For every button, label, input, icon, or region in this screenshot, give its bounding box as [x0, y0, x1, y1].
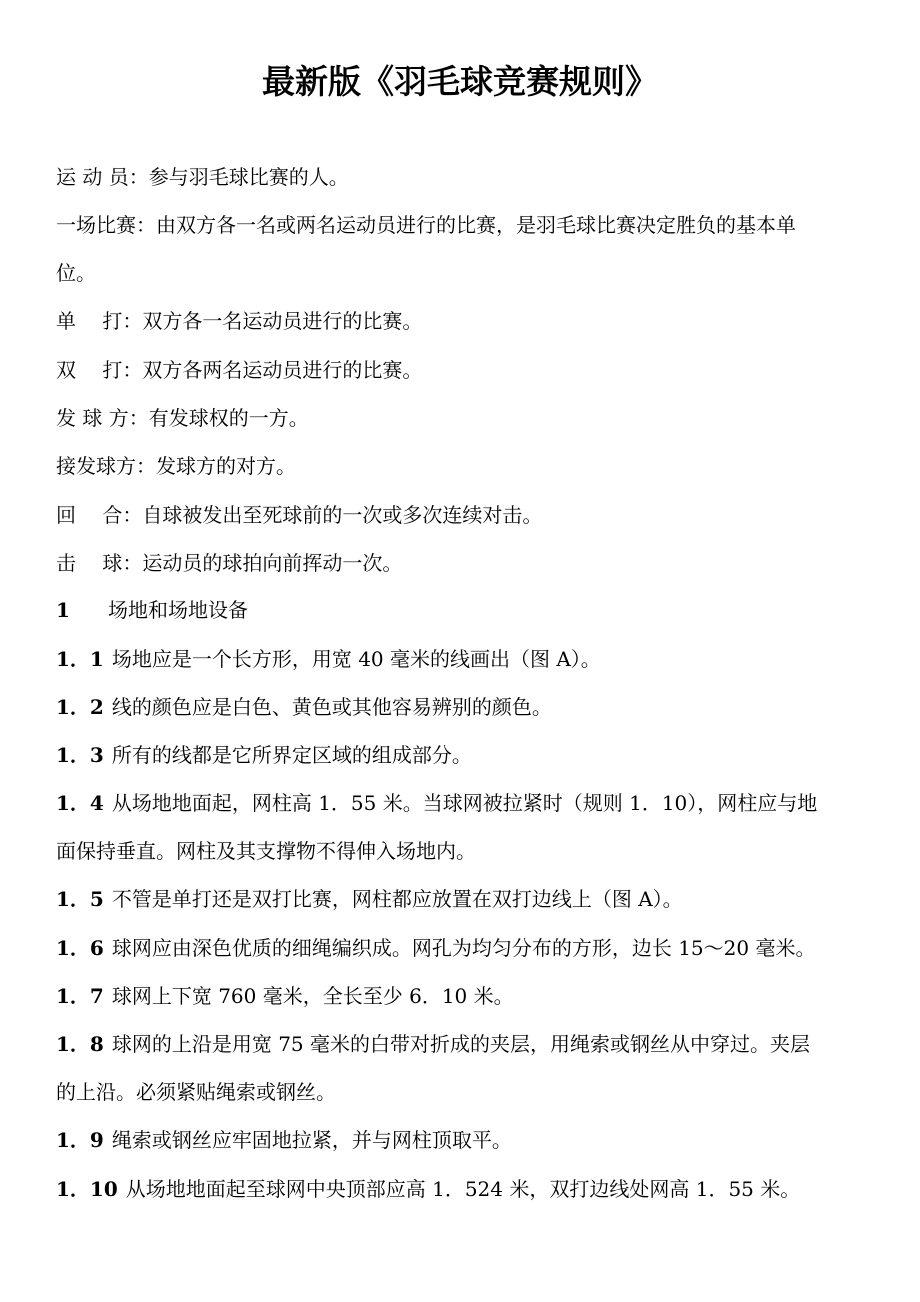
document-title: 最新版《羽毛球竞赛规则》 [262, 62, 658, 101]
rule-1-2 [56, 692, 552, 722]
rule-1-5 [56, 884, 683, 914]
section-title: 场地和场地设备 [108, 598, 248, 622]
definition-term: 发 球 方： [56, 406, 149, 430]
definition-term: 击 球： [56, 551, 143, 575]
rule-text: 绳索或钢丝应牢固地拉紧，并与网柱顶取平。 [111, 1128, 512, 1152]
rule-text: 不管是单打还是双打比赛，网柱都应放置在双打边线上（图 A）。 [111, 887, 683, 911]
definition-text: 双方各两名运动员进行的比赛。 [142, 358, 423, 382]
rule-text: 从场地地面起，网柱高 1．55 米。当球网被拉紧时（规则 1．10），网柱应与地 [111, 791, 818, 815]
rule-text: 线的颜色应是白色、黄色或其他容易辨别的颜色。 [111, 695, 552, 719]
rule-1-4-continued: 面保持垂直。网柱及其支撑物不得伸入场地内。 [56, 839, 476, 863]
rule-number: 1．8 [56, 1032, 104, 1056]
definition-term: 单 打： [56, 309, 143, 333]
definition-text: 自球被发出至死球前的一次或多次连续对击。 [142, 503, 543, 527]
rule-text: 从场地地面起至球网中央顶部应高 1．524 米，双打边线处网高 1．55 米。 [125, 1177, 801, 1201]
section-heading [56, 595, 248, 625]
definition-term: 运 动 员： [56, 165, 149, 189]
definition-rally [56, 500, 542, 530]
definition-term: 一场比赛： [56, 213, 156, 237]
rule-1-8-continued: 的上沿。必须紧贴绳索或钢丝。 [56, 1080, 336, 1104]
definition-text: 发球方的对方。 [156, 454, 296, 478]
definition-term: 双 打： [56, 358, 143, 382]
definition-text: 双方各一名运动员进行的比赛。 [142, 309, 423, 333]
definition-athlete [56, 162, 349, 192]
definition-text: 由双方各一名或两名运动员进行的比赛，是羽毛球比赛决定胜负的基本单 [156, 213, 796, 237]
rule-text: 场地应是一个长方形，用宽 40 毫米的线画出（图 A）。 [111, 647, 601, 671]
rule-number: 1．3 [56, 743, 104, 767]
definition-text: 运动员的球拍向前挥动一次。 [142, 551, 403, 575]
rule-text: 球网的上沿是用宽 75 毫米的白带对折成的夹层，用绳索或钢丝从中穿过。夹层 [111, 1032, 811, 1056]
rule-number: 1．5 [56, 887, 104, 911]
rule-number: 1．2 [56, 695, 104, 719]
rule-text: 球网应由深色优质的细绳编织成。网孔为均匀分布的方形，边长 15～20 毫米。 [111, 936, 816, 960]
rule-1-4 [56, 788, 817, 818]
definition-text: 参与羽毛球比赛的人。 [148, 165, 349, 189]
definition-term: 回 合： [56, 503, 143, 527]
rule-number: 1．6 [56, 936, 104, 960]
rule-1-7 [56, 981, 514, 1011]
rule-number: 1．10 [56, 1177, 118, 1201]
definition-stroke [56, 548, 402, 578]
rule-1-9 [56, 1125, 512, 1155]
rule-number: 1．1 [56, 647, 104, 671]
rule-1-6 [56, 933, 815, 963]
rule-text: 球网上下宽 760 毫米，全长至少 6．10 米。 [111, 984, 514, 1008]
definition-doubles [56, 355, 422, 385]
section-number: 1 [56, 598, 70, 622]
definition-singles [56, 306, 422, 336]
rule-number: 1．9 [56, 1128, 104, 1152]
rule-1-10 [56, 1174, 800, 1204]
definition-match [56, 210, 796, 240]
definition-text: 有发球权的一方。 [148, 406, 309, 430]
rule-1-3 [56, 740, 472, 770]
rule-number: 1．7 [56, 984, 104, 1008]
definition-serving-side [56, 403, 309, 433]
definition-receiving-side [56, 451, 296, 481]
rule-number: 1．4 [56, 791, 104, 815]
definition-term: 接发球方： [56, 454, 156, 478]
rule-text: 所有的线都是它所界定区域的组成部分。 [111, 743, 472, 767]
rule-1-1 [56, 644, 601, 674]
rule-1-8 [56, 1029, 810, 1059]
definition-match-continued: 位。 [56, 261, 96, 285]
